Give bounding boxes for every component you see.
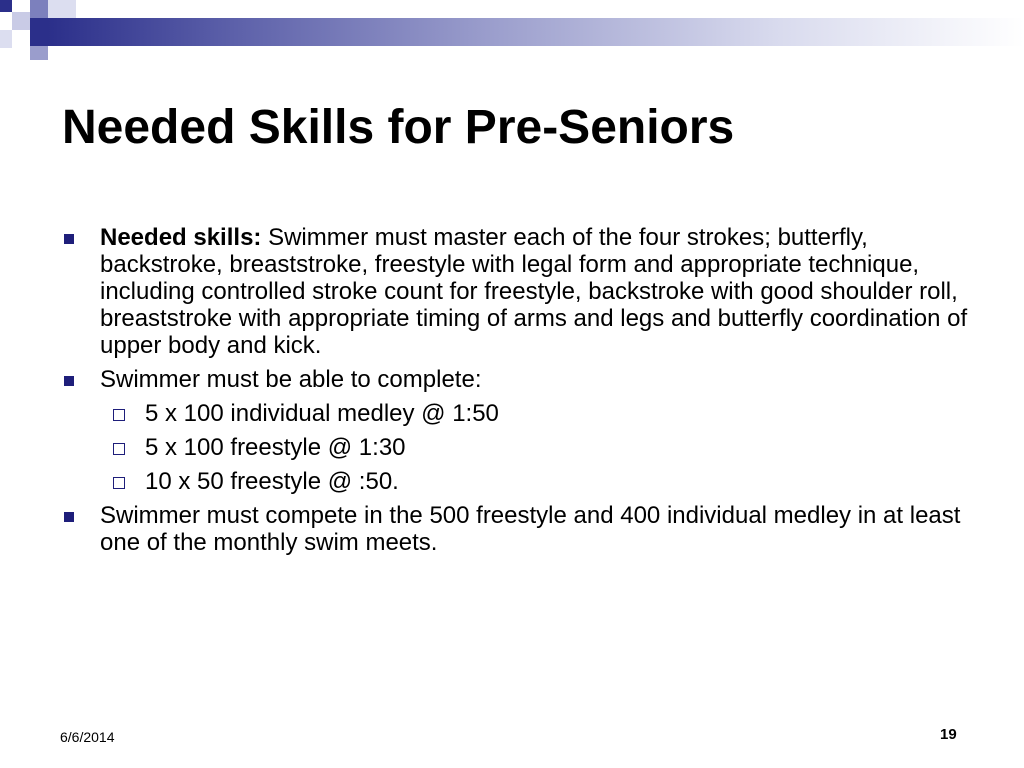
sub-bullet-item <box>60 468 970 495</box>
footer-date: 6/6/2014 <box>60 729 115 745</box>
hollow-square-icon <box>113 409 125 421</box>
slide-title: Needed Skills for Pre-Seniors <box>62 101 735 154</box>
header-decoration-square <box>0 30 12 48</box>
sub-bullet-item <box>60 400 970 427</box>
header-decoration-square <box>30 18 48 46</box>
bullet-lead-text: Needed skills: <box>100 224 262 251</box>
sub-bullet-text: 5 x 100 individual medley @ 1:50 <box>145 400 499 427</box>
header-decoration-square <box>48 0 76 18</box>
header-gradient-bar <box>48 18 1024 46</box>
sub-bullet-text: 5 x 100 freestyle @ 1:30 <box>145 434 406 461</box>
filled-square-icon <box>64 512 74 522</box>
header-decoration-square <box>30 46 48 60</box>
header-decoration-square <box>12 12 30 30</box>
slide-body <box>60 224 970 563</box>
hollow-square-icon <box>113 477 125 489</box>
bullet-item <box>60 502 970 556</box>
bullet-text: Swimmer must compete in the 500 freestyle and 400 individual medley in at least one of the monthly swim meets. <box>100 502 961 556</box>
sub-bullet-item <box>60 434 970 461</box>
slide-number: 19 <box>940 726 957 743</box>
header-decoration-square <box>30 0 48 18</box>
header-decoration-square <box>0 0 12 12</box>
bullet-text: Swimmer must be able to complete: <box>100 366 482 393</box>
filled-square-icon <box>64 376 74 386</box>
bullet-item <box>60 366 970 393</box>
sub-bullet-text: 10 x 50 freestyle @ :50. <box>145 468 399 495</box>
hollow-square-icon <box>113 443 125 455</box>
bullet-text: Swimmer must master each of the four strokes; butterfly, backstroke, breaststroke, freestyle with legal form and appropriate technique, including controlled stroke count for freestyle, backstroke with good shoulder roll, breaststroke with appropriate timing of arms and legs and butterfly coordination of upper body and kick. <box>100 224 968 359</box>
filled-square-icon <box>64 234 74 244</box>
bullet-item <box>60 224 970 359</box>
